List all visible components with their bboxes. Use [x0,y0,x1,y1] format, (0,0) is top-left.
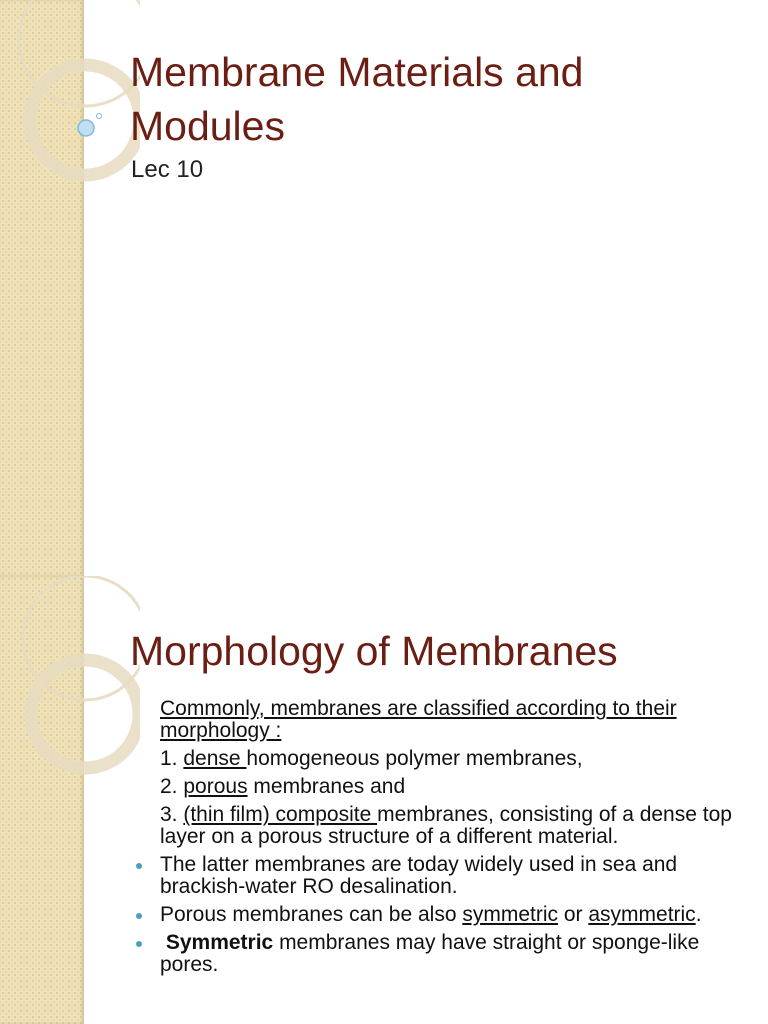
slide-body [130,698,750,982]
list-item [160,776,750,798]
item-number: 2. [160,775,184,798]
bullet-item [160,904,750,926]
slide-title-heading: Membrane Materials and Modules [130,49,584,149]
item-term: (thin film) composite [183,803,378,826]
bullet-term: asymmetric [588,903,696,926]
item-term: dense [183,747,247,770]
slide-heading: Morphology of Membranes [130,628,618,674]
slide-subtitle: Lec 10 [131,156,204,183]
bullet-text: . [695,903,702,926]
list-item [160,748,750,770]
bullet-item [160,932,750,976]
item-number: 1. [160,747,184,770]
small-bubble-icon [97,114,102,119]
bullet-bold-term: Symmetric [165,931,274,954]
item-text: membranes, consisting of a dense top layer on a porous structure of a different material. [160,803,732,848]
item-term: porous [183,775,248,798]
ring-decoration [0,576,140,776]
bullet-text: Porous membranes can be also [160,903,463,926]
item-text: homogeneous polymer membranes, [246,747,583,770]
list-item [160,804,750,848]
item-number: 3. [160,803,184,826]
bullet-text: membranes may have straight or sponge-like pores. [160,931,700,976]
bubble-icon [78,120,94,136]
ring-decoration [0,0,140,200]
bullet-text: or [558,903,589,926]
item-text: membranes and [247,775,406,798]
slide-morphology [0,576,768,1024]
bullet-term: symmetric [462,903,558,926]
intro-text: Commonly, membranes are classified according to their morphology : [160,697,677,742]
bullet-item: The latter membranes are today widely used in sea and brackish-water RO desalination. [160,854,750,898]
